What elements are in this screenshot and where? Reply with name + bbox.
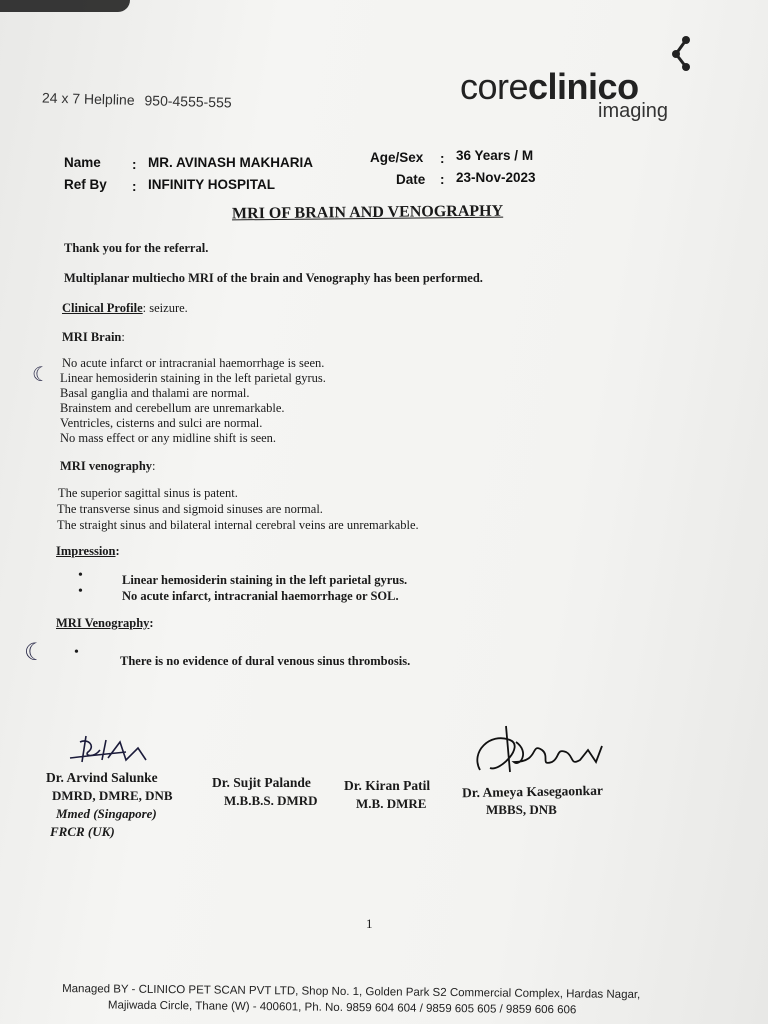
footer-line: Majiwada Circle, Thane (W) - 400601, Ph. No. 9859 604 604 / 9859 605 605 / 9859 606 606 [107, 999, 577, 1017]
clinical-profile-label: Clinical Profile [62, 301, 143, 315]
doctor-credentials: M.B.B.S. DMRD [224, 793, 318, 808]
mri-brain-heading-colon: : [121, 330, 125, 344]
impression-item: No acute infarct, intracranial haemorrhage or SOL. [122, 589, 399, 603]
crescent-mark-icon: ☾ [32, 364, 50, 386]
referring-hospital: INFINITY HOSPITAL [148, 177, 276, 192]
age-sex-value: 36 Years / M [456, 148, 534, 163]
venography-finding: The straight sinus and bilateral internal cerebral veins are unremarkable. [57, 518, 419, 532]
footer-line: Managed BY - CLINICO PET SCAN PVT LTD, Shop No. 1, Golden Park S2 Commercial Complex, Hardas Nagar, [62, 982, 641, 1002]
doctor-credentials: Mmed (Singapore) [56, 806, 157, 821]
doctor-name: Dr. Kiran Patil [344, 778, 431, 793]
venography-finding: The transverse sinus and sigmoid sinuses are normal. [57, 502, 323, 516]
brain-finding: No mass effect or any midline shift is seen. [60, 431, 277, 445]
brain-finding: Linear hemosiderin staining in the left parietal gyrus. [60, 371, 326, 385]
bullet-icon: • [78, 568, 83, 583]
clinical-profile-value: : seizure. [142, 301, 188, 315]
intro-text: Multiplanar multiecho MRI of the brain and Venography has been performed. [64, 271, 483, 285]
name-label: Name [64, 155, 101, 170]
doctor-name: Dr. Arvind Salunke [46, 770, 158, 785]
doctor-name: Dr. Ameya Kasegaonkar [461, 782, 603, 801]
impression-heading [56, 544, 120, 559]
clinical-profile [62, 301, 188, 316]
report-title: MRI OF BRAIN AND VENOGRAPHY [231, 202, 504, 223]
helpline-number: 950-4555-555 [144, 92, 232, 111]
mri-brain-heading [62, 330, 125, 345]
impression-item: Linear hemosiderin staining in the left parietal gyrus. [122, 573, 408, 587]
date-label: Date [396, 172, 426, 187]
brain-finding: Basal ganglia and thalami are normal. [60, 386, 250, 400]
age-separator: : [440, 151, 445, 166]
mri-venography-impression-colon: : [149, 616, 154, 630]
brain-finding: Ventricles, cisterns and sulci are normal. [60, 416, 263, 430]
page-number: 1 [366, 916, 373, 931]
impression-label: Impression [56, 544, 116, 558]
signature-salunke [66, 728, 156, 768]
doctor-credentials: FRCR (UK) [50, 824, 115, 839]
doctor-credentials: M.B. DMRE [356, 796, 427, 811]
clinic-logo [460, 60, 710, 130]
bullet-icon: • [74, 645, 79, 660]
ref-label: Ref By [64, 177, 107, 192]
crescent-mark-icon: ☾ [24, 640, 46, 666]
mri-venography-impression-label: MRI Venography [56, 616, 150, 630]
footer [62, 981, 641, 1019]
doctor-credentials: DMRD, DMRE, DNB [52, 788, 173, 803]
brain-finding: Brainstem and cerebellum are unremarkable. [60, 401, 285, 415]
name-separator: : [132, 157, 137, 172]
helpline [42, 90, 232, 111]
impression-colon: : [115, 544, 120, 558]
report-date: 23-Nov-2023 [456, 170, 536, 185]
logo-clinico-text: clinico [528, 66, 639, 107]
brain-finding: No acute infarct or intracranial haemorrhage is seen. [62, 356, 325, 370]
thanks-text: Thank you for the referral. [64, 241, 209, 255]
doctor-credentials: MBBS, DNB [486, 802, 557, 817]
ref-separator: : [132, 179, 137, 194]
venography-finding: The superior sagittal sinus is patent. [58, 486, 238, 500]
helpline-label: 24 x 7 Helpline [41, 89, 135, 108]
page-corner-shadow [0, 0, 130, 12]
mri-venography-heading [60, 459, 156, 474]
bullet-icon: • [78, 584, 83, 599]
mri-brain-heading-text: MRI Brain [62, 330, 122, 344]
age-label: Age/Sex [370, 150, 424, 165]
mri-venography-heading-text: MRI venography [60, 459, 153, 473]
date-separator: : [440, 172, 445, 187]
mri-venography-heading-colon: : [152, 459, 156, 473]
signature-kasegaonkar [470, 722, 610, 782]
mri-venography-impression-item: There is no evidence of dural venous sinus thrombosis. [120, 654, 411, 668]
doctor-name: Dr. Sujit Palande [212, 775, 311, 790]
molecule-icon [668, 34, 698, 74]
mri-venography-impression-heading [56, 616, 154, 631]
logo-subtitle: imaging [598, 100, 669, 122]
logo-core-text: core [460, 66, 529, 107]
patient-name: MR. AVINASH MAKHARIA [148, 155, 313, 170]
